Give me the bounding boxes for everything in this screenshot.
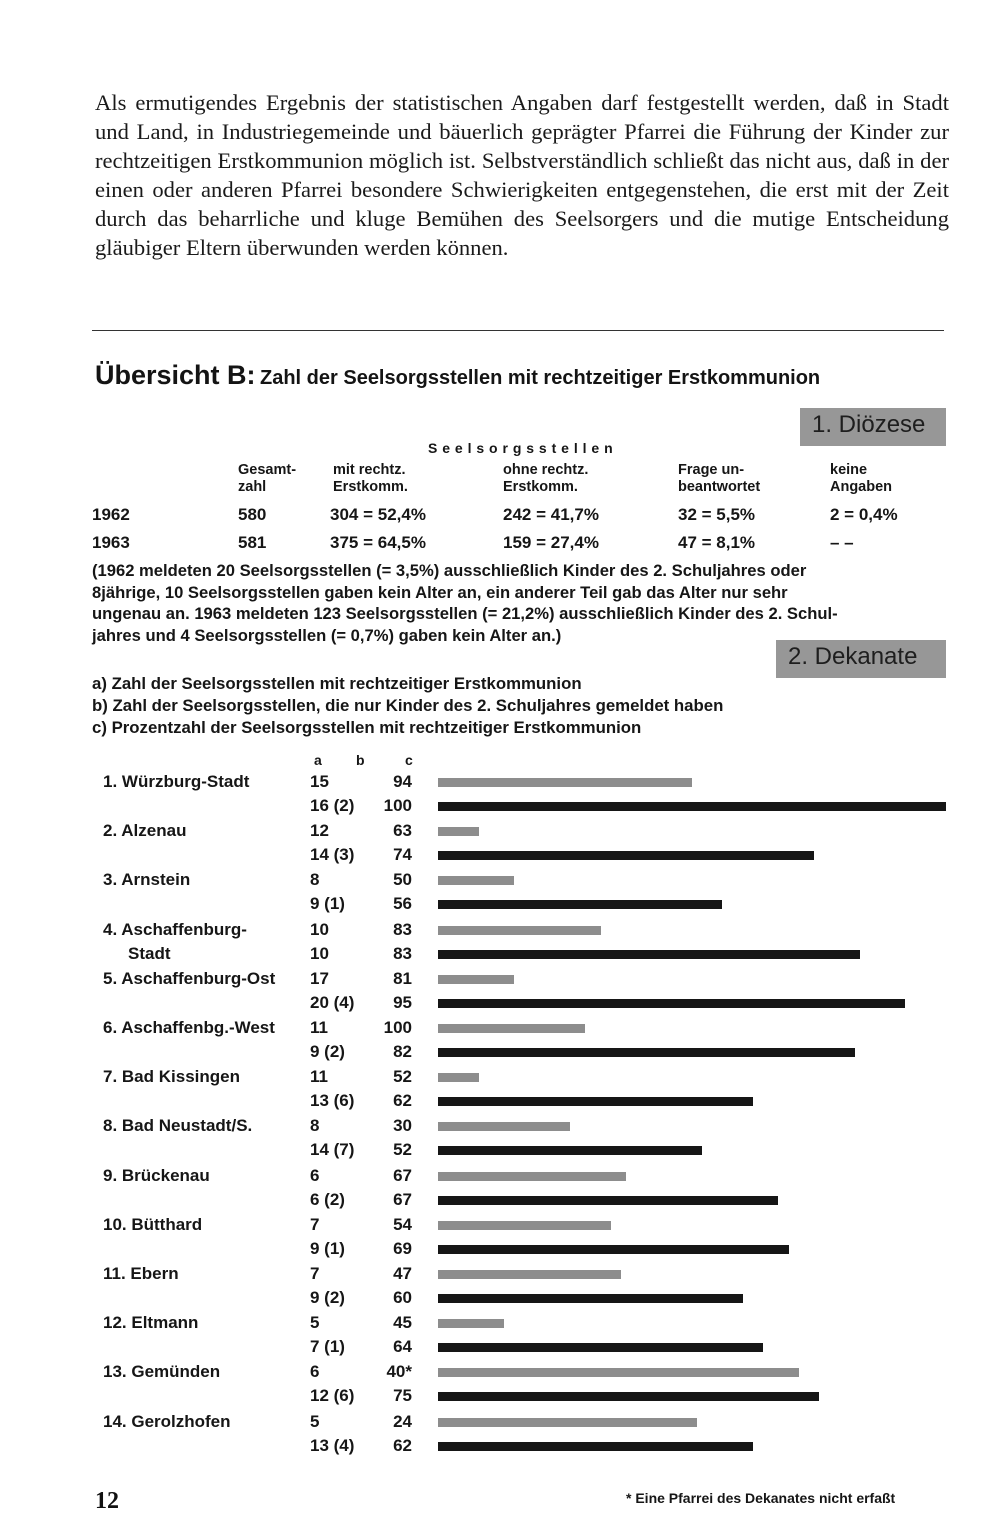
value-c: 83 bbox=[393, 919, 412, 939]
bar-62 bbox=[438, 1024, 585, 1033]
value-ab: 5 bbox=[310, 1313, 320, 1333]
value-c: 24 bbox=[393, 1411, 412, 1431]
bar-63 bbox=[438, 1294, 743, 1303]
value-c: 62 bbox=[393, 1435, 412, 1455]
header-with bbox=[333, 462, 408, 496]
dekanat-name-cont: Stadt bbox=[128, 943, 171, 963]
dekanat-name: 4. Aschaffenburg- bbox=[103, 919, 247, 939]
value-c: 94 bbox=[393, 772, 412, 791]
row-without: 159 = 27,4% bbox=[503, 533, 599, 552]
value-c: 60 bbox=[393, 1288, 412, 1307]
overview-title bbox=[95, 360, 820, 391]
note-line: jahres und 4 Seelsorgsstellen (= 0,7%) gaben kein Alter an.) bbox=[92, 625, 562, 645]
value-ab: 7 bbox=[310, 1214, 320, 1234]
value-c: 75 bbox=[393, 1386, 412, 1406]
header-without-line1: ohne rechtz. bbox=[503, 462, 589, 478]
value-c: 62 bbox=[393, 1091, 412, 1111]
legend-a: a) Zahl der Seelsorgsstellen mit rechtzeitiger Erstkommunion bbox=[92, 674, 582, 693]
value-ab: 9 (1) bbox=[310, 894, 345, 914]
header-total bbox=[238, 462, 296, 496]
header-without-line2: Erstkomm. bbox=[503, 479, 578, 495]
bar-63 bbox=[438, 851, 814, 860]
header-unanswered bbox=[678, 462, 760, 496]
value-c: 100 bbox=[383, 1018, 412, 1037]
row-with: 375 = 64,5% bbox=[330, 533, 426, 552]
value-c: 74 bbox=[393, 845, 412, 865]
row-with: 304 = 52,4% bbox=[330, 505, 426, 524]
value-ab: 6 (2) bbox=[310, 1189, 345, 1209]
value-ab: 7 (1) bbox=[310, 1337, 345, 1357]
value-ab: 16 (2) bbox=[310, 796, 355, 815]
value-ab: 8 bbox=[310, 870, 320, 890]
row-none: 2 = 0,4% bbox=[830, 505, 898, 524]
dekanat-name: 10. Bütthard bbox=[103, 1214, 203, 1234]
legend-c: c) Prozentzahl der Seelsorgsstellen mit rechtzeitiger Erstkommunion bbox=[92, 718, 642, 737]
value-ab: 6 bbox=[310, 1362, 320, 1382]
row-none: – – bbox=[830, 533, 854, 552]
header-unanswered-line2: beantwortet bbox=[678, 479, 761, 495]
dekanat-name: 5. Aschaffenburg-Ost bbox=[103, 968, 276, 988]
table-group-header: S e e l s o r g s s t e l l e n bbox=[428, 440, 614, 456]
value-c: 54 bbox=[393, 1214, 412, 1234]
bar-63 bbox=[438, 950, 860, 959]
value-ab: 7 bbox=[310, 1264, 320, 1283]
section-divider bbox=[92, 330, 944, 331]
bar-63 bbox=[438, 802, 946, 811]
row-unanswered: 47 = 8,1% bbox=[678, 533, 756, 552]
bar-62 bbox=[438, 1122, 570, 1131]
value-ab: 12 (6) bbox=[310, 1386, 355, 1406]
bar-62 bbox=[438, 1073, 479, 1082]
value-c: 83 bbox=[393, 943, 412, 963]
bar-62 bbox=[438, 975, 514, 984]
bar-62 bbox=[438, 876, 514, 885]
value-ab: 13 (4) bbox=[310, 1435, 355, 1455]
value-c: 30 bbox=[393, 1116, 412, 1136]
header-without bbox=[503, 462, 588, 496]
row-without: 242 = 41,7% bbox=[503, 505, 599, 524]
value-c: 69 bbox=[393, 1238, 412, 1258]
page-number: 12 bbox=[95, 1488, 119, 1514]
value-ab: 11 bbox=[310, 1067, 328, 1087]
value-c: 95 bbox=[393, 992, 412, 1012]
note-line: 8jährige, 10 Seelsorgsstellen gaben kein Alter an, ein anderer Teil gab das Alter nur sehr bbox=[92, 582, 788, 602]
bar-63 bbox=[438, 1343, 763, 1352]
dekanat-name: 3. Arnstein bbox=[103, 870, 191, 890]
col-b-header: b bbox=[356, 752, 365, 768]
dekanat-name: 11. Ebern bbox=[103, 1264, 179, 1283]
bar-63 bbox=[438, 1146, 702, 1155]
value-ab: 9 (1) bbox=[310, 1238, 345, 1258]
row-unanswered: 32 = 5,5% bbox=[678, 505, 756, 524]
value-ab: 10 bbox=[310, 943, 329, 963]
dekanat-name: 8. Bad Neustadt/S. bbox=[103, 1116, 253, 1136]
intro-paragraph: Als ermutigendes Ergebnis der statistischen Angaben darf festgestellt werden, daß in Stadt und Land, in Industriegemeinde und bäuerlich geprägter Pfarrei die Führung der Kinder zur rechtzeitigen Erstkommunion möglich ist. Selbstverständlich schließt das nicht aus, daß in der einen oder anderen Pfarrei besondere Schwierigkeiten entgegenstehen, die erst mit der Zeit durch das beharrliche und kluge Bemühen des Seelsorgers und die mutige Entscheidung gläubiger Eltern überwunden werden können. bbox=[95, 90, 949, 260]
dekanat-name: 1. Würzburg-Stadt bbox=[103, 772, 250, 791]
header-none-line2: Angaben bbox=[830, 479, 893, 495]
bar-62 bbox=[438, 1270, 621, 1279]
value-ab: 6 bbox=[310, 1165, 320, 1185]
value-c: 67 bbox=[393, 1189, 412, 1209]
value-ab: 8 bbox=[310, 1116, 320, 1136]
bar-63 bbox=[438, 1196, 778, 1205]
dioezese-badge: 1. Diözese bbox=[800, 408, 946, 446]
value-c: 40* bbox=[386, 1362, 412, 1382]
note-line: (1962 meldeten 20 Seelsorgsstellen (= 3,5%) ausschließlich Kinder des 2. Schuljahres oder bbox=[92, 561, 807, 580]
value-ab: 14 (3) bbox=[310, 845, 355, 865]
col-a-header: a bbox=[314, 752, 322, 768]
header-total-line2: zahl bbox=[238, 479, 267, 495]
value-c: 64 bbox=[393, 1337, 412, 1357]
dekanat-name: 6. Aschaffenbg.-West bbox=[103, 1018, 275, 1037]
value-c: 100 bbox=[383, 796, 412, 815]
dekanat-name: 12. Eltmann bbox=[103, 1313, 199, 1333]
bar-62 bbox=[438, 1172, 626, 1181]
row-year: 1963 bbox=[92, 533, 130, 552]
bar-63 bbox=[438, 999, 905, 1008]
note-line: ungenau an. 1963 meldeten 123 Seelsorgsstellen (= 21,2%) ausschließlich Kinder des 2. Schul- bbox=[92, 604, 838, 623]
dekanat-name: 2. Alzenau bbox=[103, 821, 187, 841]
value-ab: 9 (2) bbox=[310, 1042, 345, 1061]
value-c: 81 bbox=[393, 968, 412, 988]
header-total-line1: Gesamt- bbox=[238, 462, 297, 478]
bar-62 bbox=[438, 1418, 697, 1427]
value-ab: 20 (4) bbox=[310, 992, 355, 1012]
header-unanswered-line1: Frage un- bbox=[678, 462, 745, 478]
row-total: 580 bbox=[238, 505, 267, 524]
value-ab: 14 (7) bbox=[310, 1140, 355, 1160]
header-with-line1: mit rechtz. bbox=[333, 462, 406, 478]
col-c-header: c bbox=[405, 752, 413, 768]
header-none-line1: keine bbox=[830, 462, 868, 478]
value-ab: 13 (6) bbox=[310, 1091, 355, 1111]
header-with-line2: Erstkomm. bbox=[333, 479, 408, 495]
value-c: 82 bbox=[393, 1042, 412, 1061]
dekanate-badge: 2. Dekanate bbox=[776, 640, 946, 678]
dekanat-name: 13. Gemünden bbox=[103, 1362, 221, 1382]
row-total: 581 bbox=[238, 533, 267, 552]
value-ab: 5 bbox=[310, 1411, 320, 1431]
value-c: 56 bbox=[393, 894, 412, 914]
legend-b: b) Zahl der Seelsorgsstellen, die nur Kinder des 2. Schuljahres gemeldet haben bbox=[92, 696, 724, 715]
bar-63 bbox=[438, 1048, 855, 1057]
bar-62 bbox=[438, 1221, 611, 1230]
bar-62 bbox=[438, 827, 479, 836]
value-c: 47 bbox=[393, 1264, 412, 1283]
bar-63 bbox=[438, 1392, 819, 1401]
overview-title-main: Übersicht B bbox=[95, 360, 247, 390]
bar-63 bbox=[438, 1442, 753, 1451]
dekanat-name: 14. Gerolzhofen bbox=[103, 1411, 231, 1431]
value-c: 45 bbox=[393, 1313, 412, 1333]
bar-62 bbox=[438, 778, 692, 787]
value-c: 63 bbox=[393, 821, 412, 841]
footnote: * Eine Pfarrei des Dekanates nicht erfaßt bbox=[626, 1490, 896, 1506]
overview-title-sub: Zahl der Seelsorgsstellen mit rechtzeitiger Erstkommunion bbox=[260, 367, 821, 389]
bar-63 bbox=[438, 1097, 753, 1106]
dekanat-name: 7. Bad Kissingen bbox=[103, 1067, 240, 1087]
value-ab: 12 bbox=[310, 821, 329, 841]
value-ab: 10 bbox=[310, 919, 329, 939]
bar-62 bbox=[438, 1319, 504, 1328]
bar-63 bbox=[438, 900, 722, 909]
value-ab: 9 (2) bbox=[310, 1288, 345, 1307]
overview-title-colon: : bbox=[246, 360, 256, 390]
value-c: 67 bbox=[393, 1165, 412, 1185]
value-ab: 15 bbox=[310, 772, 329, 791]
bar-63 bbox=[438, 1245, 789, 1254]
value-c: 52 bbox=[393, 1067, 412, 1087]
bar-62 bbox=[438, 1368, 799, 1377]
value-ab: 17 bbox=[310, 968, 329, 988]
dioezese-note bbox=[92, 560, 950, 646]
row-year: 1962 bbox=[92, 505, 130, 524]
bar-62 bbox=[438, 926, 601, 935]
value-c: 50 bbox=[393, 870, 412, 890]
header-none bbox=[830, 462, 892, 496]
dekanat-name: 9. Brückenau bbox=[103, 1165, 210, 1185]
value-ab: 11 bbox=[310, 1018, 328, 1037]
value-c: 52 bbox=[393, 1140, 412, 1160]
